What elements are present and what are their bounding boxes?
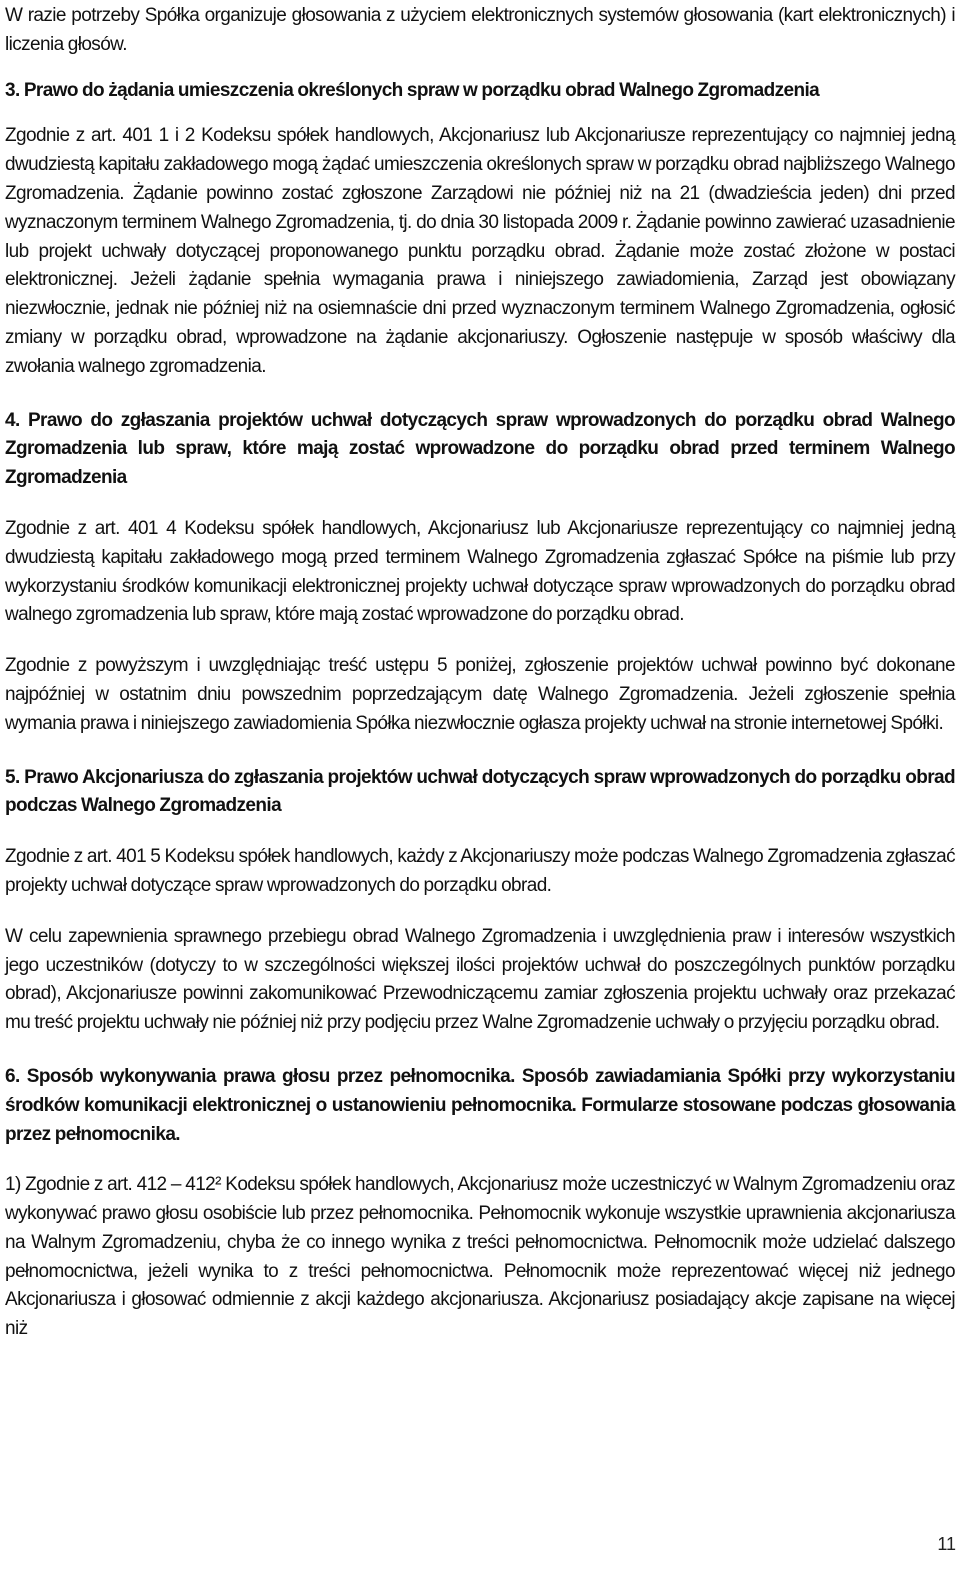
paragraph-section-5-b: W celu zapewnienia sprawnego przebiegu obrad Walnego Zgromadzenia i uwzględnienia praw i interesów wszystkich jego uczestników (dotyczy to w szczególności większej ilości projektów uchwał do poszczególnych punktów porządku obrad), Akcjonariusze powinni zakomunikować Przewodniczącemu zamiar zgłoszenia projektu uchwały oraz przekazać mu treść projektu uchwały nie później niż przy podjęciu przez Walne Zgromadzenie uchwały o przyjęciu porządku obrad. [5, 925, 955, 1034]
section-heading-6: 6. Sposób wykonywania prawa głosu przez pełnomocnika. Sposób zawiadamiania Spółki przy wykorzystaniu środków komunikacji elektronicznej o ustanowieniu pełnomocnika. Formularze stosowane podczas głosowania przez pełnomocnika. [5, 1065, 955, 1145]
paragraph-section-6-a: 1) Zgodnie z art. 412 – 412² Kodeksu spółek handlowych, Akcjonariusz może uczestniczyć w Walnym Zgromadzeniu oraz wykonywać prawo głosu osobiście lub przez pełnomocnika. Pełnomocnik wykonuje wszystkie uprawnienia akcjonariusza na Walnym Zgromadzeniu, chyba że co innego wynika z treści pełnomocnictwa. Pełnomocnik może udzielać dalszego pełnomocnictwa, jeżeli wynika to z treści pełnomocnictwa. Pełnomocnik może reprezentować więcej niż jednego Akcjonariusza i głosować odmiennie z akcji każdego akcjonariusza. Akcjonariusz posiadający akcje zapisane na więcej niż [5, 1174, 955, 1340]
section-heading-5: 5. Prawo Akcjonariusza do zgłaszania projektów uchwał dotyczących spraw wprowadzonych do porządku obrad podczas Walnego Zgromadzenia [5, 766, 955, 817]
page-number: 11 [937, 1534, 956, 1554]
paragraph-section-4-b: Zgodnie z powyższym i uwzględniając treść ustępu 5 poniżej, zgłoszenie projektów uchwał powinno być dokonane najpóźniej w ostatnim dniu powszednim poprzedzającym datę Walnego Zgromadzenia. Jeżeli zgłoszenie spełnia wymania prawa i niniejszego zawiadomienia Spółka niezwłocznie ogłasza projekty uchwał na stronie internetowej Spółki. [5, 655, 955, 734]
paragraph-electronic-voting: W razie potrzeby Spółka organizuje głosowania z użyciem elektronicznych systemów głosowania (kart elektronicznych) i liczenia głosów. [5, 5, 955, 55]
section-heading-4: 4. Prawo do zgłaszania projektów uchwał dotyczących spraw wprowadzonych do porządku obrad Walnego Zgromadzenia lub spraw, które mają zostać wprowadzone do porządku obrad przed terminem Walnego Zgromadzenia [5, 409, 955, 489]
section-heading-3: 3. Prawo do żądania umieszczenia określonych spraw w porządku obrad Walnego Zgromadzenia [5, 79, 820, 101]
paragraph-section-3: Zgodnie z art. 401 1 i 2 Kodeksu spółek handlowych, Akcjonariusz lub Akcjonariusze reprezentujący co najmniej jedną dwudziestą kapitału zakładowego mogą żądać umieszczenia określonych spraw w porządku obrad najbliższego Walnego Zgromadzenia. Żądanie powinno zostać zgłoszone Zarządowi nie później niż na 21 (dwadzieścia jeden) dni przed wyznaczonym terminem Walnego Zgromadzenia, tj. do dnia 30 listopada 2009 r. Żądanie powinno zawierać uzasadnienie lub projekt uchwały dotyczącej proponowanego punktu porządku obrad. Żądanie może zostać złożone w postaci elektronicznej. Jeżeli żądanie spełnia wymagania prawa i niniejszego zawiadomienia, Zarząd jest obowiązany niezwłocznie, jednak nie później niż na osiemnaście dni przed wyznaczonym terminem Walnego Zgromadzenia, ogłosić zmiany w porządku obrad, wprowadzone na żądanie akcjonariuszy. Ogłoszenie następuje w sposób właściwy dla zwołania walnego zgromadzenia. [5, 125, 955, 377]
paragraph-section-5-a: Zgodnie z art. 401 5 Kodeksu spółek handlowych, każdy z Akcjonariuszy może podczas Walnego Zgromadzenia zgłaszać projekty uchwał dotyczące spraw wprowadzonych do porządku obrad. [5, 846, 955, 896]
document-page [5, 2, 955, 1344]
paragraph-section-4-a: Zgodnie z art. 401 4 Kodeksu spółek handlowych, Akcjonariusz lub Akcjonariusze reprezentujący co najmniej jedną dwudziestą kapitału zakładowego mogą przed terminem Walnego Zgromadzenia zgłaszać Spółce na piśmie lub przy wykorzystaniu środków komunikacji elektronicznej projekty uchwał dotyczące spraw wprowadzonych do porządku obrad walnego zgromadzenia lub spraw, które mają zostać wprowadzone do porządku obrad. [5, 517, 955, 626]
